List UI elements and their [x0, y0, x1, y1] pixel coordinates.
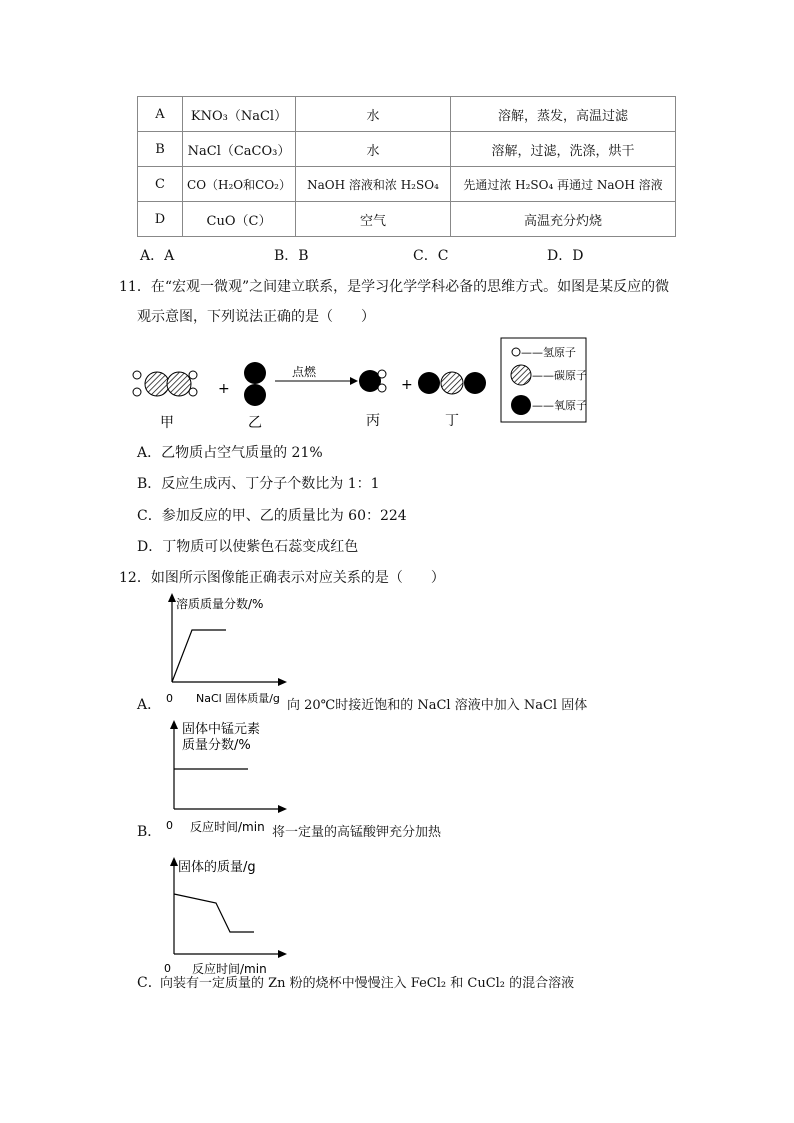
row-method: 先通过浓 H₂SO₄ 再通过 NaOH 溶液	[451, 167, 676, 202]
molecule-bing	[359, 370, 386, 392]
row-letter: A	[138, 97, 183, 132]
row-method: 溶解，过滤，洗涤，烘干	[451, 132, 676, 167]
graph-b-origin: 0	[166, 819, 173, 832]
q11-option-d: D．丁物质可以使紫色石蕊变成红色	[137, 539, 359, 555]
row-letter: B	[138, 132, 183, 167]
q12-option-a-prefix: A．	[137, 697, 162, 713]
row-reagent: 水	[296, 97, 451, 132]
reaction-diagram	[120, 335, 600, 435]
plus-sign: +	[401, 377, 413, 393]
row-substance: NaCl（CaCO₃）	[183, 132, 296, 167]
row-substance: CO（H₂O和CO₂）	[183, 167, 296, 202]
graph-b	[150, 715, 290, 835]
row-letter: C	[138, 167, 183, 202]
q11-option-b: B．反应生成丙、丁分子个数比为 1：1	[137, 476, 380, 492]
q10-choice-a: A．A	[140, 248, 175, 264]
graph-b-ylabel1: 固体中锰元素	[182, 722, 261, 737]
table-row	[138, 97, 676, 132]
row-letter: D	[138, 202, 183, 237]
graph-a-origin: 0	[166, 692, 173, 705]
q12-option-b-prefix: B．	[137, 824, 162, 840]
q12-option-a-desc: 向 20℃时接近饱和的 NaCl 溶液中加入 NaCl 固体	[287, 698, 588, 713]
label-jia: 甲	[160, 415, 174, 431]
q10-choice-d: D．D	[547, 248, 584, 264]
q12-stem: 12．如图所示图像能正确表示对应关系的是（ ）	[119, 570, 445, 586]
q12-option-c-prefix: C．	[137, 975, 162, 991]
row-method: 高温充分灼烧	[451, 202, 676, 237]
q12-option-c-desc: 向装有一定质量的 Zn 粉的烧杯中慢慢注入 FeCl₂ 和 CuCl₂ 的混合溶液	[160, 976, 575, 991]
q10-choice-c: C．C	[413, 248, 449, 264]
row-reagent: 空气	[296, 202, 451, 237]
graph-c	[150, 852, 290, 977]
molecule-jia	[133, 371, 197, 396]
plus-sign: +	[218, 381, 230, 397]
q11-option-c: C．参加反应的甲、乙的质量比为 60：224	[137, 508, 407, 524]
graph-c-ylabel: 固体的质量/g	[178, 860, 256, 875]
arrow-head	[350, 377, 358, 385]
legend	[501, 338, 587, 422]
table-row	[138, 167, 676, 202]
graph-c-xlabel: 反应时间/min	[192, 962, 267, 976]
q12-option-b-desc: 将一定量的高锰酸钾充分加热	[272, 825, 442, 840]
q10-choice-b: B．B	[274, 248, 309, 264]
table-row	[138, 132, 676, 167]
graph-c-origin: 0	[164, 962, 171, 975]
molecule-ding	[418, 372, 486, 394]
row-reagent: NaOH 溶液和浓 H₂SO₄	[296, 167, 451, 202]
molecule-yi	[244, 362, 266, 406]
label-bing: 丙	[366, 413, 380, 429]
row-reagent: 水	[296, 132, 451, 167]
q11-stem-line2: 观示意图，下列说法正确的是（ ）	[137, 309, 375, 325]
row-method: 溶解，蒸发，高温过滤	[451, 97, 676, 132]
table-row	[138, 202, 676, 237]
row-substance: CuO（C）	[183, 202, 296, 237]
graph-b-xlabel: 反应时间/min	[190, 820, 265, 834]
graph-b-ylabel2: 质量分数/%	[182, 738, 251, 753]
legend-carbon: ——碳原子	[532, 369, 587, 382]
row-substance: KNO₃（NaCl）	[183, 97, 296, 132]
label-ding: 丁	[445, 413, 459, 429]
graph-a	[150, 590, 290, 705]
arrow-label: 点燃	[292, 365, 317, 379]
label-yi: 乙	[248, 415, 262, 431]
legend-oxygen: ——氧原子	[532, 399, 587, 412]
q11-stem-line1: 11．在“宏观一微观”之间建立联系，是学习化学学科必备的思维方式。如图是某反应的微	[119, 279, 670, 295]
options-table	[137, 96, 676, 237]
legend-hydrogen: ——氢原子	[521, 346, 576, 359]
graph-a-xlabel: NaCl 固体质量/g	[196, 692, 280, 705]
graph-a-ylabel: 溶质质量分数/%	[176, 597, 264, 611]
q11-option-a: A．乙物质占空气质量的 21%	[137, 445, 323, 461]
